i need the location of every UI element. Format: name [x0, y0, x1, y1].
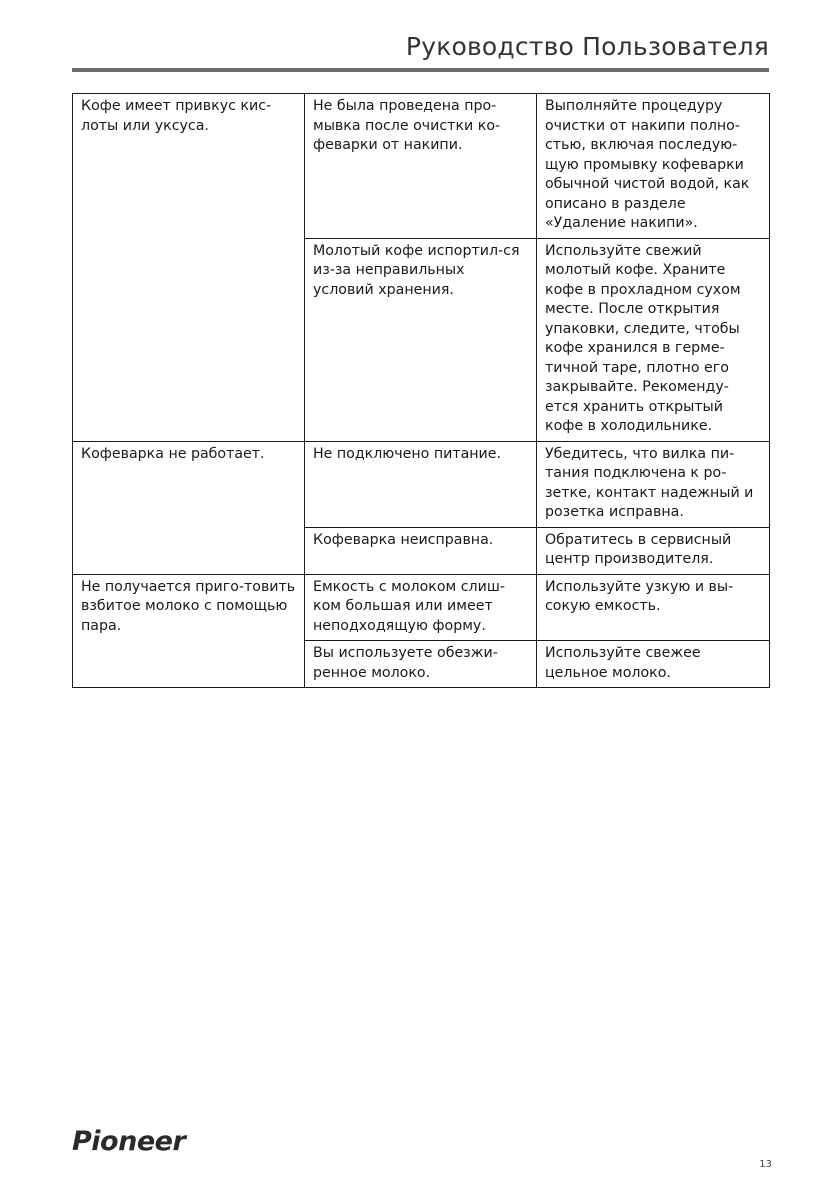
cause-cell: Емкость с молоком слиш-ком большая или имеет неподходящую форму. — [305, 574, 537, 641]
solution-cell: Используйте свежий молотый кофе. Храните кофе в прохладном сухом месте. После открытия упаковки, следите, чтобы кофе хранился в герме-тичной таре, плотно его закрывайте. Рекоменду-ется хранить открытый кофе в холодильнике. — [537, 238, 770, 441]
page-title: Руководство Пользователя — [405, 32, 769, 61]
cause-cell: Вы используете обезжи-ренное молоко. — [305, 641, 537, 688]
cause-cell: Не была проведена про-мывка после очистки ко-феварки от накипи. — [305, 94, 537, 239]
solution-cell: Используйте свежее цельное молоко. — [537, 641, 770, 688]
solution-cell: Убедитесь, что вилка пи-тания подключена к ро-зетке, контакт надежный и розетка исправна. — [537, 441, 770, 527]
page-number: 13 — [759, 1159, 772, 1170]
cause-cell: Молотый кофе испортил-ся из-за неправильных условий хранения. — [305, 238, 537, 441]
table-row — [73, 441, 770, 527]
table-row — [73, 574, 770, 641]
problem-cell: Кофе имеет привкус кис-лоты или уксуса. — [73, 94, 305, 442]
troubleshooting-table — [72, 93, 770, 688]
table-row — [73, 94, 770, 239]
solution-cell: Выполняйте процедуру очистки от накипи полно-стью, включая последую-щую промывку кофеварки обычной чистой водой, как описано в разделе «Удаление накипи». — [537, 94, 770, 239]
pioneer-logo: Pioneer — [72, 1126, 186, 1157]
cause-cell: Не подключено питание. — [305, 441, 537, 527]
cause-cell: Кофеварка неисправна. — [305, 527, 537, 574]
problem-cell: Не получается приго-товить взбитое молоко с помощью пара. — [73, 574, 305, 688]
solution-cell: Обратитесь в сервисный центр производителя. — [537, 527, 770, 574]
header-divider — [72, 68, 769, 72]
solution-cell: Используйте узкую и вы-сокую емкость. — [537, 574, 770, 641]
problem-cell: Кофеварка не работает. — [73, 441, 305, 574]
